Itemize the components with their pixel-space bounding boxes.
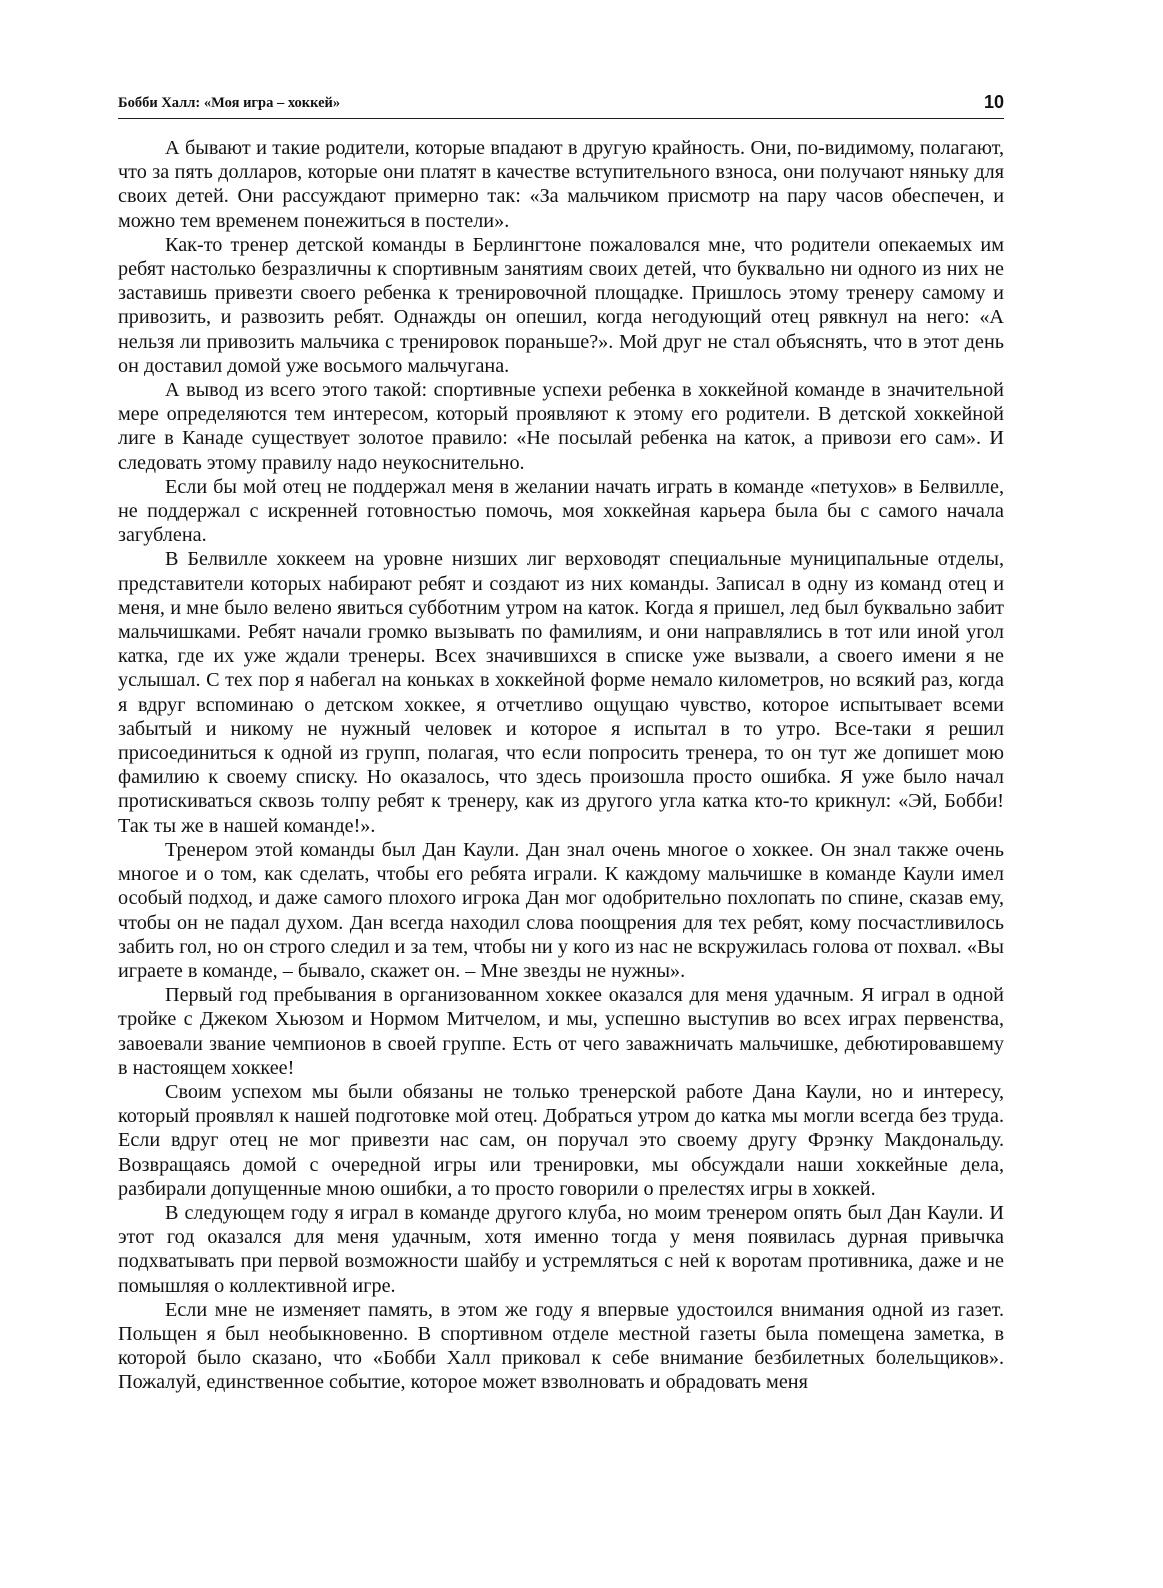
paragraph: Своим успехом мы были обязаны не только тренерской работе Дана Каули, но и интересу, который проявлял к нашей подготовке мой отец. Добраться утром до катка мы могли всегда без труда. Если вдруг отец не мог привезти нас сам, он поручал это своему другу Фрэнку Макдональду. Возвращаясь домой с очередной игры или тренировки, мы обсуждали наши хоккейные дела, разбирали допущенные мною ошибки, а то просто говорили о прелестях игры в хоккей.: [118, 1080, 1004, 1200]
paragraph: В следующем году я играл в команде другого клуба, но моим тренером опять был Дан Каули. И этот год оказался для меня удачным, хотя именно тогда у меня появилась дурная привычка подхватывать при первой возможности шайбу и устремляться с ней к воротам противника, даже и не помышляя о коллективной игре.: [118, 1201, 1004, 1297]
paragraph: Если бы мой отец не поддержал меня в желании начать играть в команде «петухов» в Белвилле, не поддержал с искренней готовностью помочь, моя хоккейная карьера была бы с самого начала загублена.: [118, 475, 1004, 547]
paragraph: Тренером этой команды был Дан Каули. Дан знал очень многое о хоккее. Он знал также очень многое и о том, как сделать, чтобы его ребята играли. К каждому мальчишке в команде Каули имел особый подход, и даже самого плохого игрока Дан мог одобрительно похлопать по спине, сказав ему, чтобы он не падал духом. Дан всегда находил слова поощрения для тех ребят, кому посчастливилось забить гол, но он строго следил и за тем, чтобы ни у кого из нас не вскружилась голова от похвал. «Вы играете в команде, – бывало, скажет он. – Мне звезды не нужны».: [118, 838, 1004, 982]
paragraph: А вывод из всего этого такой: спортивные успехи ребенка в хоккейной команде в значительной мере определяются тем интересом, который проявляют к этому его родители. В детской хоккейной лиге в Канаде существует золотое правило: «Не посылай ребенка на каток, а привози его сам». И следовать этому правилу надо неукоснительно.: [118, 379, 1004, 474]
paragraph: Первый год пребывания в организованном хоккее оказался для меня удачным. Я играл в одной тройке с Джеком Хьюзом и Нормом Митчелом, и мы, успешно выступив во всех играх первенства, завоевали звание чемпионов в своей группе. Есть от чего заважничать мальчишке, дебютировавшему в настоящем хоккее!: [118, 984, 1004, 1079]
paragraph: В Белвилле хоккеем на уровне низших лиг верховодят специальные муниципальные отделы, представители которых набирают ребят и создают из них команды. Записал в одну из команд отец и меня, и мне было велено явиться субботним утром на каток. Когда я пришел, лед был буквально забит мальчишками. Ребят начали громко вызывать по фамилиям, и они направлялись в тот или иной угол катка, где их уже ждали тренеры. Всех значившихся в списке уже вызвали, а своего имени я не услышал. С тех пор я набегал на коньках в хоккейной форме немало километров, но всякий раз, когда я вдруг вспоминаю о детском хоккее, я отчетливо ощущаю чувство, которое испытывает всеми забытый и никому не нужный человек и которое я испытал в то утро. Все-таки я решил присоединиться к одной из групп, полагая, что если попросить тренера, то он тут же допишет мою фамилию к своему списку. Но оказалось, что здесь произошла просто ошибка. Я уже было начал протискиваться сквозь толпу ребят к тренеру, как из другого угла катка кто-то крикнул: «Эй, Бобби! Так ты же в нашей команде!».: [118, 548, 1004, 837]
page-number: 10: [983, 92, 1004, 112]
header-title: Бобби Халл: «Моя игра – хоккей»: [118, 95, 341, 111]
running-header: [118, 88, 1004, 119]
paragraph: Как-то тренер детской команды в Берлингтоне пожаловался мне, что родители опекаемых им ребят настолько безразличны к спортивным занятиям своих детей, что буквально ни одного из них не заставишь привезти своего ребенка к тренировочной площадке. Пришлось этому тренеру самому и привозить, и развозить ребят. Однажды он опешил, когда негодующий отец рявкнул на него: «А нельзя ли привозить мальчика с тренировок пораньше?». Мой друг не стал объяснять, что в этот день он доставил домой уже восьмого мальчугана.: [118, 233, 1004, 377]
paragraph: А бывают и такие родители, которые впадают в другую крайность. Они, по-видимому, полагают, что за пять долларов, которые они платят в качестве вступительного взноса, они получают няньку для своих детей. Они рассуждают примерно так: «За мальчиком присмотр на пару часов обеспечен, и можно тем временем понежиться в постели».: [118, 137, 1004, 232]
body-text: [118, 136, 1004, 1395]
paragraph: Если мне не изменяет память, в этом же году я впервые удостоился внимания одной из газет. Польщен я был необыкновенно. В спортивном отделе местной газеты была помещена заметка, в которой было сказано, что «Бобби Халл приковал к себе внимание безбилетных болельщиков». Пожалуй, единственное событие, которое может взволновать и обрадовать меня: [118, 1298, 1004, 1394]
